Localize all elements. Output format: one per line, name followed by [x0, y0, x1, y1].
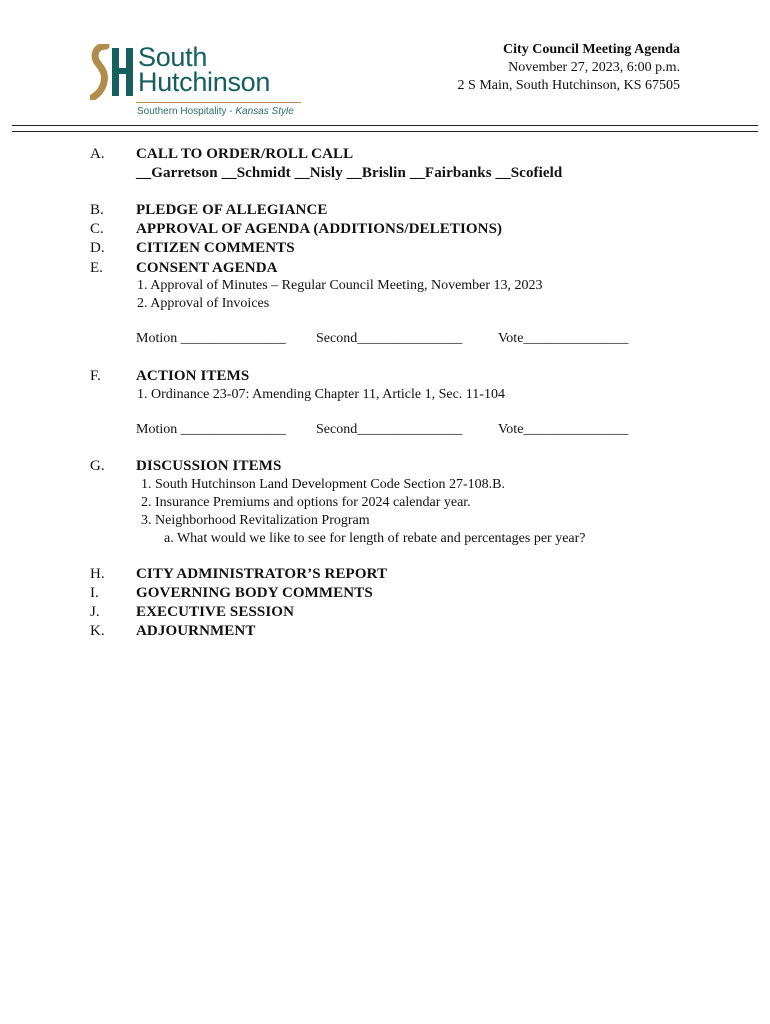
item-h-title: CITY ADMINISTRATOR’S REPORT	[136, 566, 388, 582]
item-c-title: APPROVAL OF AGENDA (ADDITIONS/DELETIONS)	[136, 221, 503, 237]
action-item-1: 1. Ordinance 23-07: Amending Chapter 11, Article 1, Sec. 11-104	[137, 387, 505, 402]
item-g-title: DISCUSSION ITEMS	[136, 458, 282, 474]
discussion-item-1: 1. South Hutchinson Land Development Code Section 27-108.B.	[141, 477, 505, 492]
item-d-letter: D.	[90, 240, 105, 256]
logo-tagline: Southern Hospitality - Kansas Style	[137, 106, 294, 117]
agenda-title: City Council Meeting Agenda	[503, 42, 680, 57]
item-c-letter: C.	[90, 221, 104, 237]
city-logo	[90, 38, 305, 124]
discussion-subitem-a: a. What would we like to see for length of rebate and percentages per year?	[164, 531, 586, 546]
consent-item-2: 2. Approval of Invoices	[137, 296, 270, 311]
item-k-letter: K.	[90, 623, 105, 639]
item-f-title: ACTION ITEMS	[136, 368, 250, 384]
meeting-address: 2 S Main, South Hutchinson, KS 67505	[457, 78, 680, 93]
item-j-letter: J.	[90, 604, 100, 620]
sh-monogram-icon	[90, 44, 136, 100]
meeting-date: November 27, 2023, 6:00 p.m.	[508, 60, 680, 75]
item-i-letter: I.	[90, 585, 99, 601]
item-a-letter: A.	[90, 146, 105, 162]
consent-vote-line: Vote_______________	[498, 331, 629, 346]
header-rule-top	[12, 125, 758, 126]
consent-second-line: Second_______________	[316, 331, 463, 346]
discussion-item-3: 3. Neighborhood Revitalization Program	[141, 513, 370, 528]
consent-item-1: 1. Approval of Minutes – Regular Council Meeting, November 13, 2023	[137, 278, 543, 293]
logo-divider	[136, 102, 301, 103]
discussion-item-2: 2. Insurance Premiums and options for 2024 calendar year.	[141, 495, 471, 510]
item-k-title: ADJOURNMENT	[136, 623, 256, 639]
item-h-letter: H.	[90, 566, 105, 582]
item-b-title: PLEDGE OF ALLEGIANCE	[136, 202, 328, 218]
action-motion-line: Motion _______________	[136, 422, 286, 437]
item-f-letter: F.	[90, 368, 101, 384]
roll-call-names: __Garretson __Schmidt __Nisly __Brislin __Fairbanks __Scofield	[136, 165, 563, 181]
meeting-header	[458, 41, 680, 95]
item-e-title: CONSENT AGENDA	[136, 260, 278, 276]
item-a-title: CALL TO ORDER/ROLL CALL	[136, 146, 354, 162]
consent-motion-line: Motion _______________	[136, 331, 286, 346]
action-vote-line: Vote_______________	[498, 422, 629, 437]
item-b-letter: B.	[90, 202, 104, 218]
item-g-letter: G.	[90, 458, 105, 474]
logo-word-hutchinson: Hutchinson	[138, 67, 271, 97]
header-rule-bottom	[12, 131, 758, 132]
item-j-title: EXECUTIVE SESSION	[136, 604, 295, 620]
logo-word-south: South	[138, 42, 208, 72]
item-d-title: CITIZEN COMMENTS	[136, 240, 295, 256]
action-second-line: Second_______________	[316, 422, 463, 437]
item-i-title: GOVERNING BODY COMMENTS	[136, 585, 373, 601]
item-e-letter: E.	[90, 260, 103, 276]
